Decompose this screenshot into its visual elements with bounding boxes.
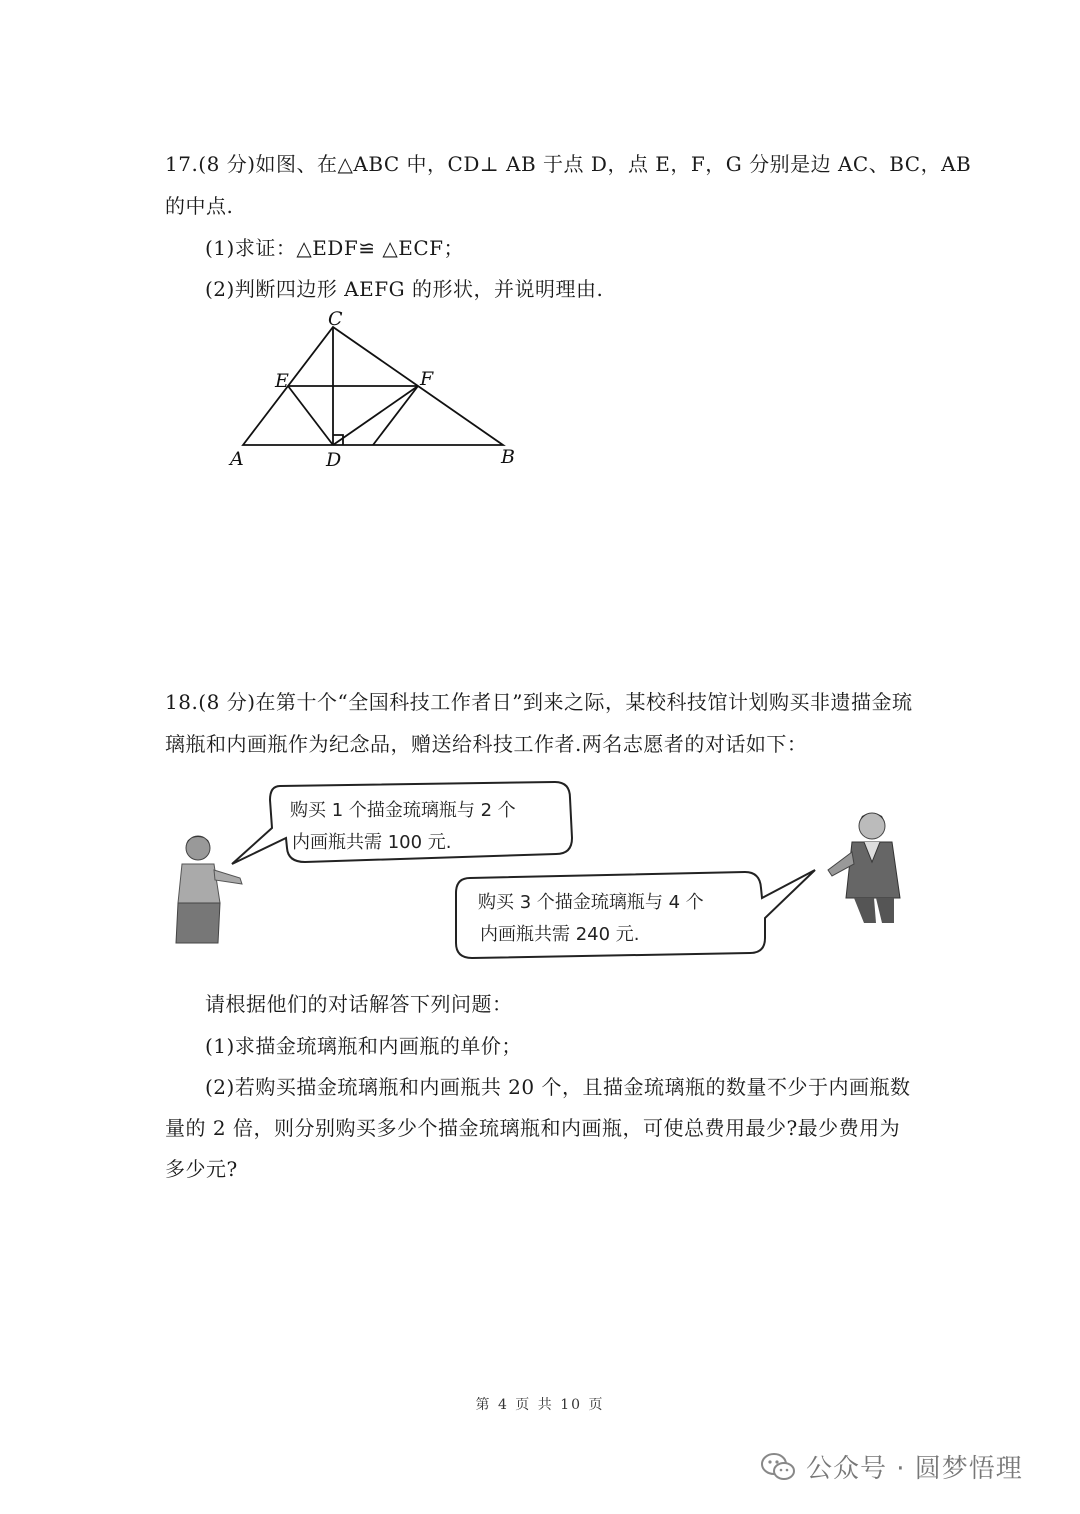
q17-text-line1: 17.(8 分)如图、在△ABC 中，CD⊥ AB 于点 D，点 E，F，G 分别是边 AC、BC，AB bbox=[165, 152, 972, 176]
label-f: F bbox=[420, 368, 434, 390]
label-e: E bbox=[275, 370, 289, 392]
q18-text-line2: 璃瓶和内画瓶作为纪念品，赠送给科技工作者.两名志愿者的对话如下： bbox=[165, 732, 808, 756]
watermark bbox=[760, 1448, 1023, 1485]
watermark-text: 公众号 · 圆梦悟理 bbox=[806, 1454, 1023, 1484]
q18-text-line1: 18.(8 分)在第十个“全国科技工作者日”到来之际，某校科技馆计划购买非遗描金琉 bbox=[165, 690, 913, 714]
q18-part2-line2: 量的 2 倍，则分别购买多少个描金琉璃瓶和内画瓶，可使总费用最少?最少费用为 bbox=[165, 1116, 901, 1140]
page-number: 第 4 页 共 10 页 bbox=[475, 1397, 605, 1413]
bubble1-line1: 购买 1 个描金琉璃瓶与 2 个 bbox=[290, 800, 516, 821]
bubble2-line1: 购买 3 个描金琉璃瓶与 4 个 bbox=[478, 892, 704, 913]
q18-part2-line1: (2)若购买描金琉璃瓶和内画瓶共 20 个，且描金琉璃瓶的数量不少于内画瓶数 bbox=[205, 1075, 911, 1099]
triangle-figure bbox=[225, 305, 525, 475]
segment-fg bbox=[373, 386, 418, 445]
segment-df bbox=[333, 386, 418, 445]
bubble1-line2: 内画瓶共需 100 元. bbox=[292, 832, 452, 853]
q17-part1: (1)求证：△EDF≌ △ECF； bbox=[205, 236, 464, 260]
bubble2-line2: 内画瓶共需 240 元. bbox=[480, 924, 640, 945]
q17-text-line2: 的中点. bbox=[165, 194, 234, 218]
label-d: D bbox=[326, 449, 342, 471]
wechat-icon bbox=[760, 1452, 796, 1482]
q18-prompt: 请根据他们的对话解答下列问题： bbox=[205, 992, 513, 1016]
label-b: B bbox=[501, 446, 515, 468]
q17-part2: (2)判断四边形 AEFG 的形状，并说明理由. bbox=[205, 277, 604, 301]
q18-part1: (1)求描金琉璃瓶和内画瓶的单价； bbox=[205, 1034, 522, 1058]
label-c: C bbox=[328, 308, 343, 330]
volunteer-boy-figure bbox=[828, 813, 900, 923]
dialogue-illustration bbox=[160, 778, 920, 963]
segment-ed bbox=[288, 386, 333, 445]
label-a: A bbox=[230, 448, 244, 470]
volunteer-girl-figure bbox=[176, 836, 242, 943]
q18-part2-line3: 多少元? bbox=[165, 1157, 238, 1181]
